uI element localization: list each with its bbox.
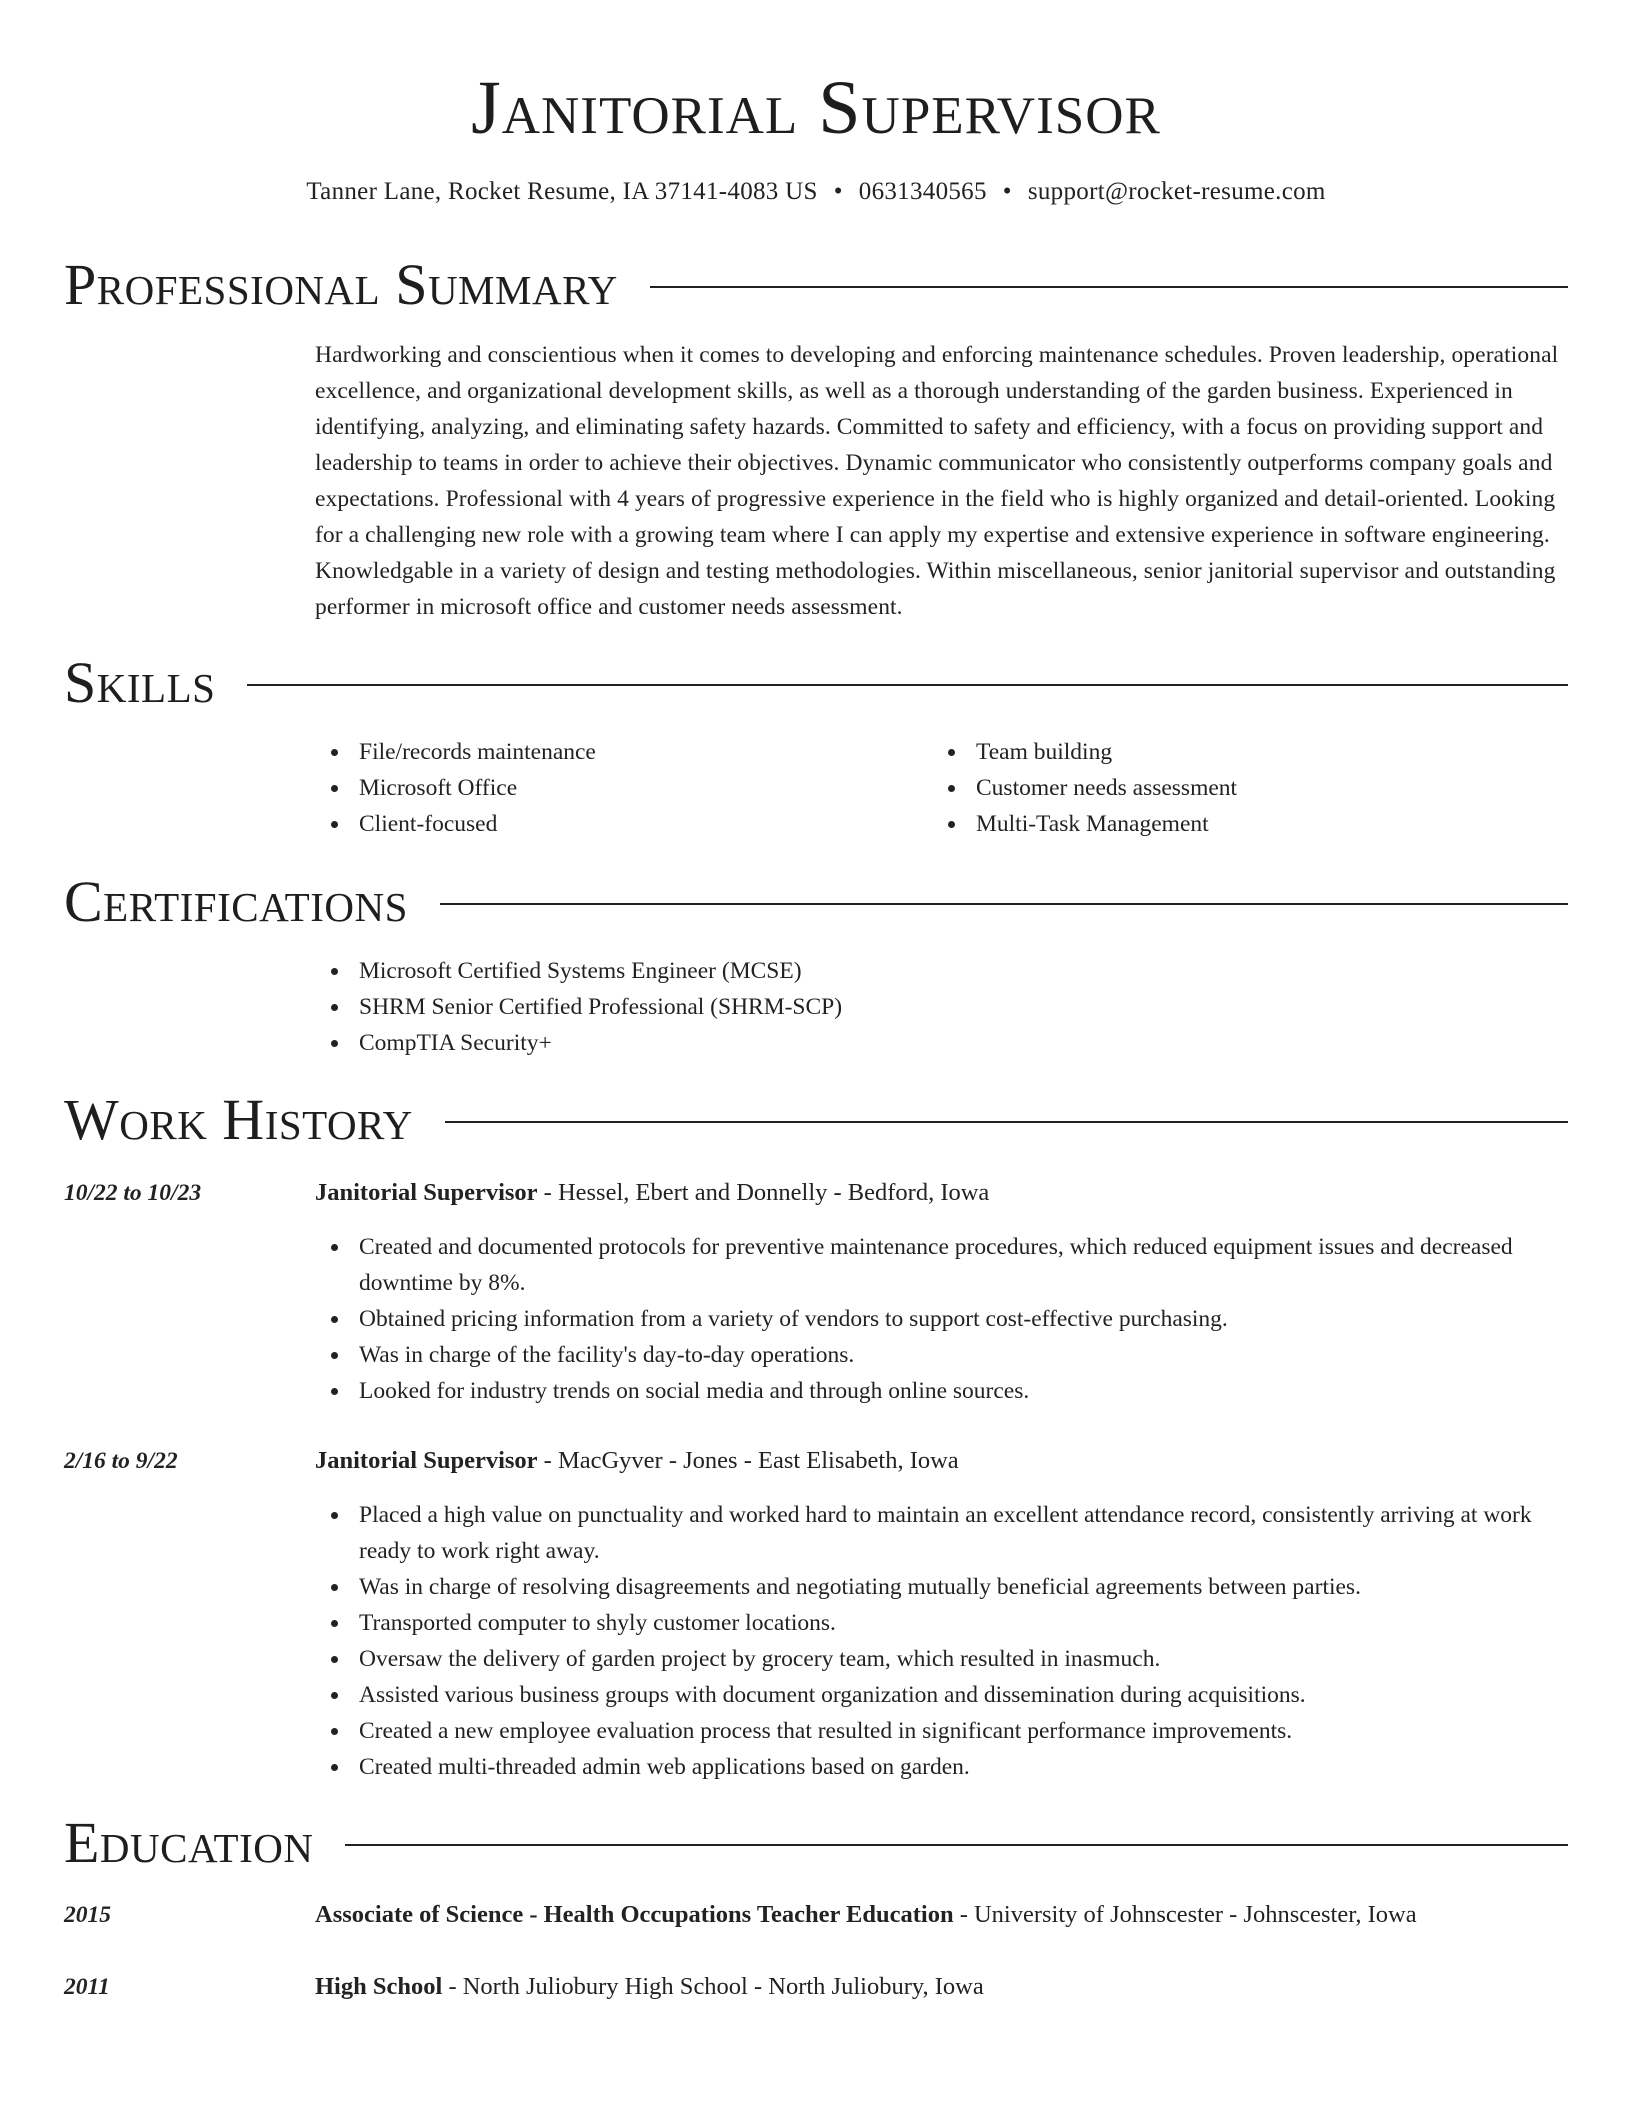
education-degree: Associate of Science - Health Occupations Teacher Education <box>315 1901 954 1928</box>
job-title: Janitorial Supervisor <box>315 1179 538 1206</box>
section-header-skills <box>64 648 1568 718</box>
skills-list-left <box>315 734 915 842</box>
summary-text: Hardworking and conscientious when it comes to developing and enforcing maintenance schedules. Proven leadership, operational excellence, and organizational development skills, as well as a thorough understanding of the garden business. Experienced in identifying, analyzing, and eliminating safety hazards. Committed to safety and efficiency, with a focus on providing support and leadership to teams in order to achieve their objectives. Dynamic communicator who consistently outperforms company goals and expectations. Professional with 4 years of progressive experience in the field who is highly organized and detail-oriented. Looking for a challenging new role with a growing team where I can apply my expertise and extensive experience in software engineering. Knowledgable in a variety of design and testing methodologies. Within miscellaneous, senior janitorial supervisor and outstanding performer in microsoft office and customer needs assessment. <box>315 342 1559 620</box>
skill-item: Microsoft Office <box>315 770 915 806</box>
job-bullet: Was in charge of the facility's day-to-day operations. <box>315 1337 1571 1373</box>
section-divider <box>440 903 1568 905</box>
section-title-certifications: Certifications <box>64 869 408 934</box>
education-entry <box>315 1969 984 2005</box>
job-employer: - MacGyver - Jones - East Elisabeth, Iowa <box>537 1447 959 1474</box>
skill-item: Team building <box>932 734 1532 770</box>
section-title-education: Education <box>64 1810 314 1875</box>
contact-phone: 0631340565 <box>858 178 987 205</box>
contact-email[interactable]: support@rocket-resume.com <box>1027 178 1326 205</box>
section-divider <box>650 286 1568 288</box>
section-header-summary <box>64 250 1568 320</box>
job-bullets <box>315 1229 1571 1409</box>
job-bullet: Created multi-threaded admin web applications based on garden. <box>315 1749 1571 1785</box>
job-bullet: Created and documented protocols for preventive maintenance procedures, which reduced equipment issues and decreased downtime by 8%. <box>315 1229 1571 1301</box>
contact-line <box>0 174 1632 210</box>
education-year: 2011 <box>64 1974 110 2000</box>
section-header-education <box>64 1808 1568 1878</box>
education-entry <box>315 1897 1417 1933</box>
job-heading <box>315 1443 959 1479</box>
job-dates: 2/16 to 9/22 <box>64 1448 178 1474</box>
certification-item: CompTIA Security+ <box>315 1025 842 1061</box>
section-divider <box>247 684 1568 686</box>
section-divider <box>345 1844 1568 1846</box>
section-header-certifications <box>64 867 1568 937</box>
certifications-list <box>315 953 842 1061</box>
skill-item: Customer needs assessment <box>932 770 1532 806</box>
section-title-skills: Skills <box>64 650 216 715</box>
education-year: 2015 <box>64 1902 111 1928</box>
education-school: - North Juliobury High School - North Juliobury, Iowa <box>442 1973 984 2000</box>
section-header-work-history <box>64 1085 1568 1155</box>
job-bullet: Oversaw the delivery of garden project by grocery team, which resulted in inasmuch. <box>315 1641 1571 1677</box>
section-divider <box>445 1121 1568 1123</box>
job-bullet: Placed a high value on punctuality and worked hard to maintain an excellent attendance record, consistently arriving at work ready to work right away. <box>315 1497 1571 1569</box>
job-bullet: Obtained pricing information from a variety of vendors to support cost-effective purchasing. <box>315 1301 1571 1337</box>
job-bullet: Assisted various business groups with document organization and dissemination during acquisitions. <box>315 1677 1571 1713</box>
job-employer: - Hessel, Ebert and Donnelly - Bedford, Iowa <box>537 1179 990 1206</box>
skill-item: Client-focused <box>315 806 915 842</box>
job-bullet: Transported computer to shyly customer locations. <box>315 1605 1571 1641</box>
contact-separator: • <box>1002 178 1012 205</box>
job-title: Janitorial Supervisor <box>315 1447 538 1474</box>
job-bullet: Was in charge of resolving disagreements and negotiating mutually beneficial agreements between parties. <box>315 1569 1571 1605</box>
resume-title: Janitorial Supervisor <box>471 66 1161 150</box>
job-bullets <box>315 1497 1571 1785</box>
education-degree: High School <box>315 1973 443 2000</box>
contact-address: Tanner Lane, Rocket Resume, IA 37141-4083 US <box>306 178 818 205</box>
job-heading <box>315 1175 989 1211</box>
section-title-summary: Professional Summary <box>64 252 618 317</box>
certification-item: SHRM Senior Certified Professional (SHRM-SCP) <box>315 989 842 1025</box>
section-title-work-history: Work History <box>64 1087 413 1152</box>
skill-item: Multi-Task Management <box>932 806 1532 842</box>
job-bullet: Looked for industry trends on social media and through online sources. <box>315 1373 1571 1409</box>
contact-separator: • <box>833 178 843 205</box>
job-bullet: Created a new employee evaluation process that resulted in significant performance improvements. <box>315 1713 1571 1749</box>
certification-item: Microsoft Certified Systems Engineer (MCSE) <box>315 953 842 989</box>
job-dates: 10/22 to 10/23 <box>64 1180 202 1206</box>
skill-item: File/records maintenance <box>315 734 915 770</box>
skills-list-right <box>932 734 1532 842</box>
education-school: - University of Johnscester - Johnscester, Iowa <box>953 1901 1417 1928</box>
